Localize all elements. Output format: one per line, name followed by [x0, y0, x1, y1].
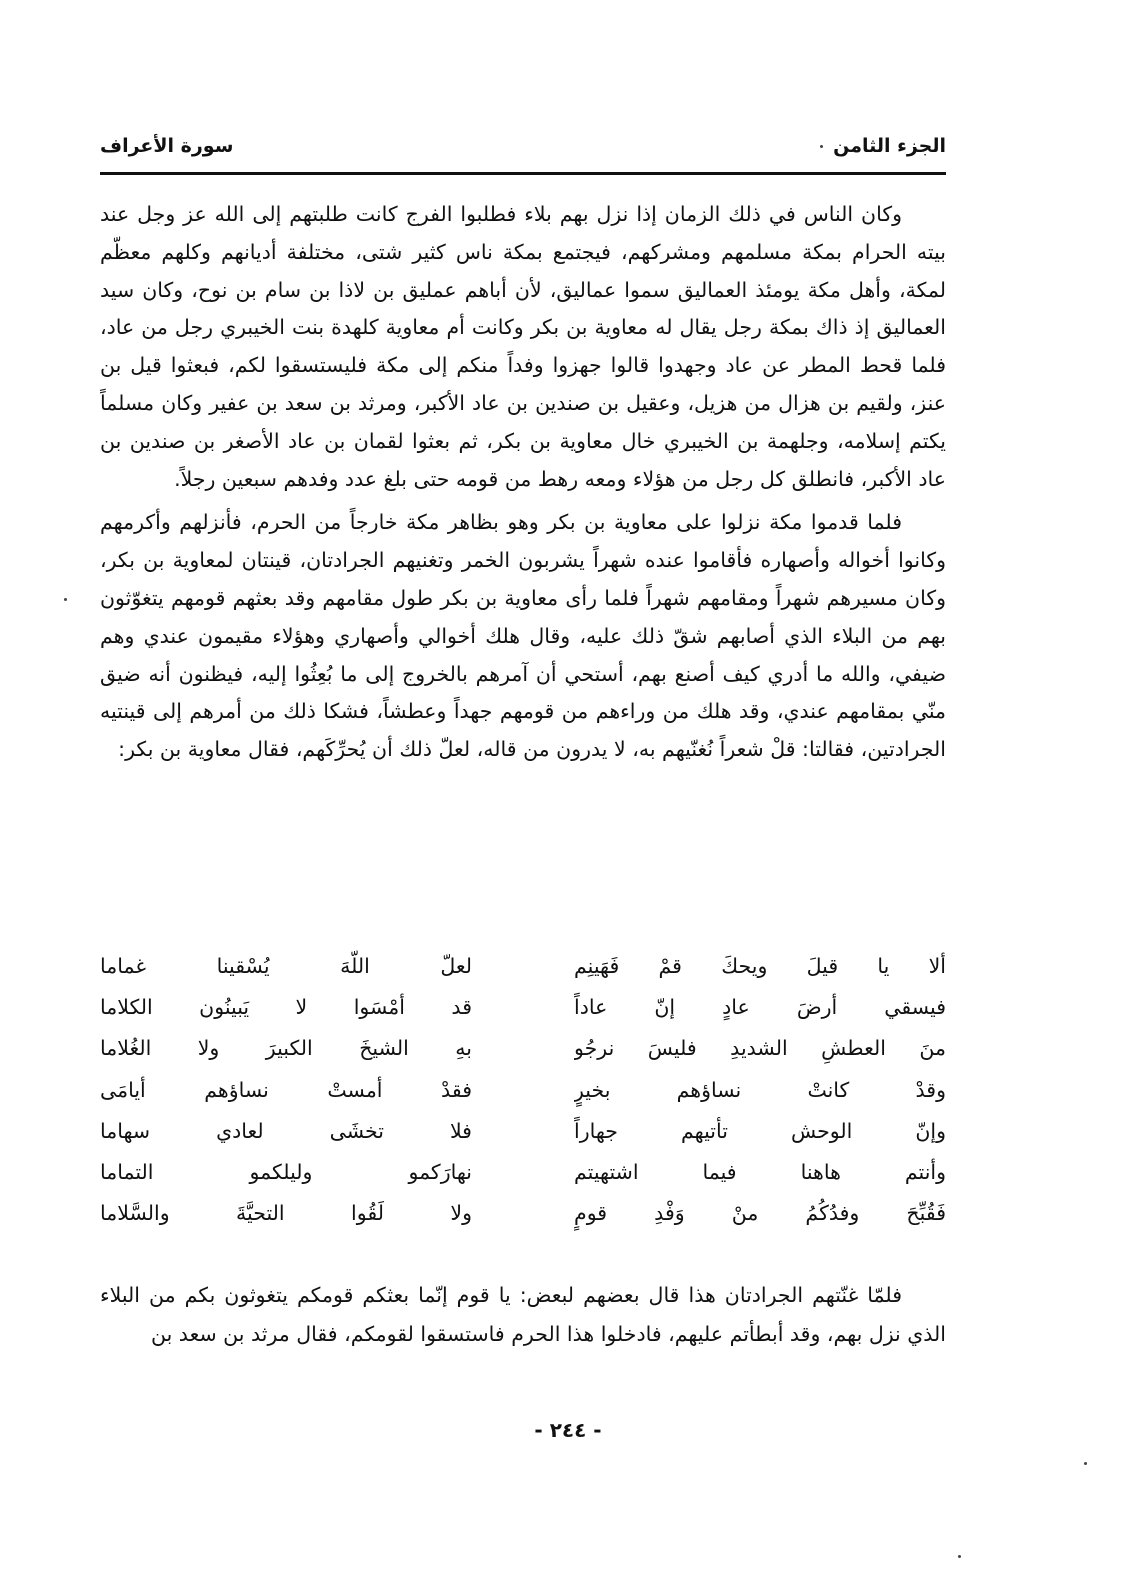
paragraph: وكان الناس في ذلك الزمان إذا نزل بهم بلاء فطلبوا الفرج كانت طلبتهم إلى الله عز وجل عند بيته الحرام بمكة مسلمهم ومشركهم، فيجتمع بمكة ناس كثير شتى، مختلفة أديانهم وكلهم معظّم لمكة، وأهل مكة يومئذ العماليق سموا عماليق، لأن أباهم عمليق بن لاذا بن سام بن نوح، وكان سيد العماليق إذ ذاك بمكة رجل يقال له معاوية بن بكر وكانت أم معاوية كلهدة بنت الخيبري رجل من عاد، فلما قحط المطر عن عاد وجهدوا قالوا جهزوا وفداً منكم إلى مكة فليستسقوا لكم، فبعثوا قيل بن عنز، ولقيم بن هزال من هزيل، وعقيل بن صندين بن عاد الأكبر، ومرثد بن سعد بن عفير وكان مسلماً يكتم إسلامه، وجلهمة بن الخيبري خال معاوية بن بكر، ثم بعثوا لقمان بن عاد الأصغر بن صندين بن عاد الأكبر، فانطلق كل رجل من هؤلاء ومعه رهط من قومه حتى بلغ عدد وفدهم سبعين رجلاً. [100, 202, 946, 491]
poem-verse [100, 1152, 946, 1193]
scan-speck [1084, 1462, 1087, 1465]
poem-first-hemistich: وأنتم هاهنا فيما اشتهيتم [574, 1159, 946, 1184]
scan-speck [64, 598, 67, 601]
poem-verse [100, 946, 946, 987]
poem [100, 946, 946, 1234]
poem-verse [100, 1193, 946, 1234]
continuation-text [100, 1276, 946, 1354]
main-text [100, 196, 946, 769]
poem-verse [100, 1070, 946, 1111]
page-number: - ٢٤٤ - [534, 1418, 602, 1442]
paragraph: فلما قدموا مكة نزلوا على معاوية بن بكر وهو بظاهر مكة خارجاً من الحرم، فأنزلهم وأكرمهم وكانوا أخواله وأصهاره فأقاموا عنده شهراً يشربون الخمر وتغنيهم الجرادتان، قينتان لمعاوية بن بكر، وكان مسيرهم شهراً ومقامهم شهراً فلما رأى معاوية بن بكر طول مقامهم وقد بعثهم قومهم يتغوّثون بهم من البلاء الذي أصابهم شقّ ذلك عليه، وقال هلك أخوالي وأصهاري وهؤلاء مقيمون عندي وهم ضيفي، والله ما أدري كيف أصنع بهم، أستحي أن آمرهم بالخروج إلى ما بُعِثُوا إليه، فيظنون أنه ضيق منّي بمقامهم عندي، وقد هلك من وراءهم من قومهم جهداً وعطشاً، فشكا ذلك من أمرهم إلى قينتيه الجرادتين، فقالتا: قلْ شعراً نُغنّيهم به، لا يدرون من قاله، لعلّ ذلك أن يُحرِّكَهم، فقال معاوية بن بكر: [100, 510, 946, 762]
volume-label: الجزء الثامن [833, 135, 946, 157]
scan-speck [958, 1555, 961, 1558]
paragraph: فلمّا غنّتهم الجرادتان هذا قال بعضهم لبعض: يا قوم إنّما بعثكم قومكم يتغوثون بكم من البلاء الذي نزل بهم، وقد أبطأتم عليهم، فادخلوا هذا الحرم فاستسقوا لقومكم، فقال مرثد بن سعد بن [100, 1283, 946, 1346]
poem-first-hemistich: وقدْ كانتْ نساؤهم بخيرٍ [574, 1077, 946, 1102]
poem-first-hemistich: فيسقي أرضَ عادٍ إنّ عاداً [574, 995, 946, 1020]
poem-first-hemistich: وإنّ الوحش تأتيهم جهاراً [574, 1118, 946, 1143]
poem-second-hemistich: ولا لَقُوا التحيَّةَ والسَّلاما [100, 1201, 472, 1226]
surah-label: سورة الأعراف [100, 135, 234, 157]
poem-first-hemistich: منَ العطشِ الشديدِ فليسَ نرجُو [574, 1036, 946, 1061]
poem-second-hemistich: فلا تخشَى لعادي سهاما [100, 1118, 472, 1143]
poem-verse [100, 1028, 946, 1069]
header-rule [100, 172, 946, 175]
poem-second-hemistich: نهارَكمو وليلكمو التماما [100, 1159, 472, 1184]
poem-verse [100, 1111, 946, 1152]
poem-second-hemistich: قد أمْسَوا لا يَبينُون الكلاما [100, 995, 472, 1020]
scan-speck [820, 145, 823, 148]
poem-second-hemistich: لعلّ اللّهَ يُسْقينا غماما [100, 954, 472, 978]
poem-first-hemistich: فَقُبِّحَ وفدُكُمُ منْ وَفْدِ قومٍ [574, 1201, 946, 1226]
poem-second-hemistich: بهِ الشيخَ الكبيرَ ولا الغُلاما [100, 1036, 472, 1061]
poem-second-hemistich: فقدْ أمستْ نساؤهم أيامَى [100, 1077, 472, 1102]
poem-first-hemistich: ألا يا قيلَ ويحكَ قمْ فَهَينِم [574, 954, 946, 978]
poem-verse [100, 987, 946, 1028]
